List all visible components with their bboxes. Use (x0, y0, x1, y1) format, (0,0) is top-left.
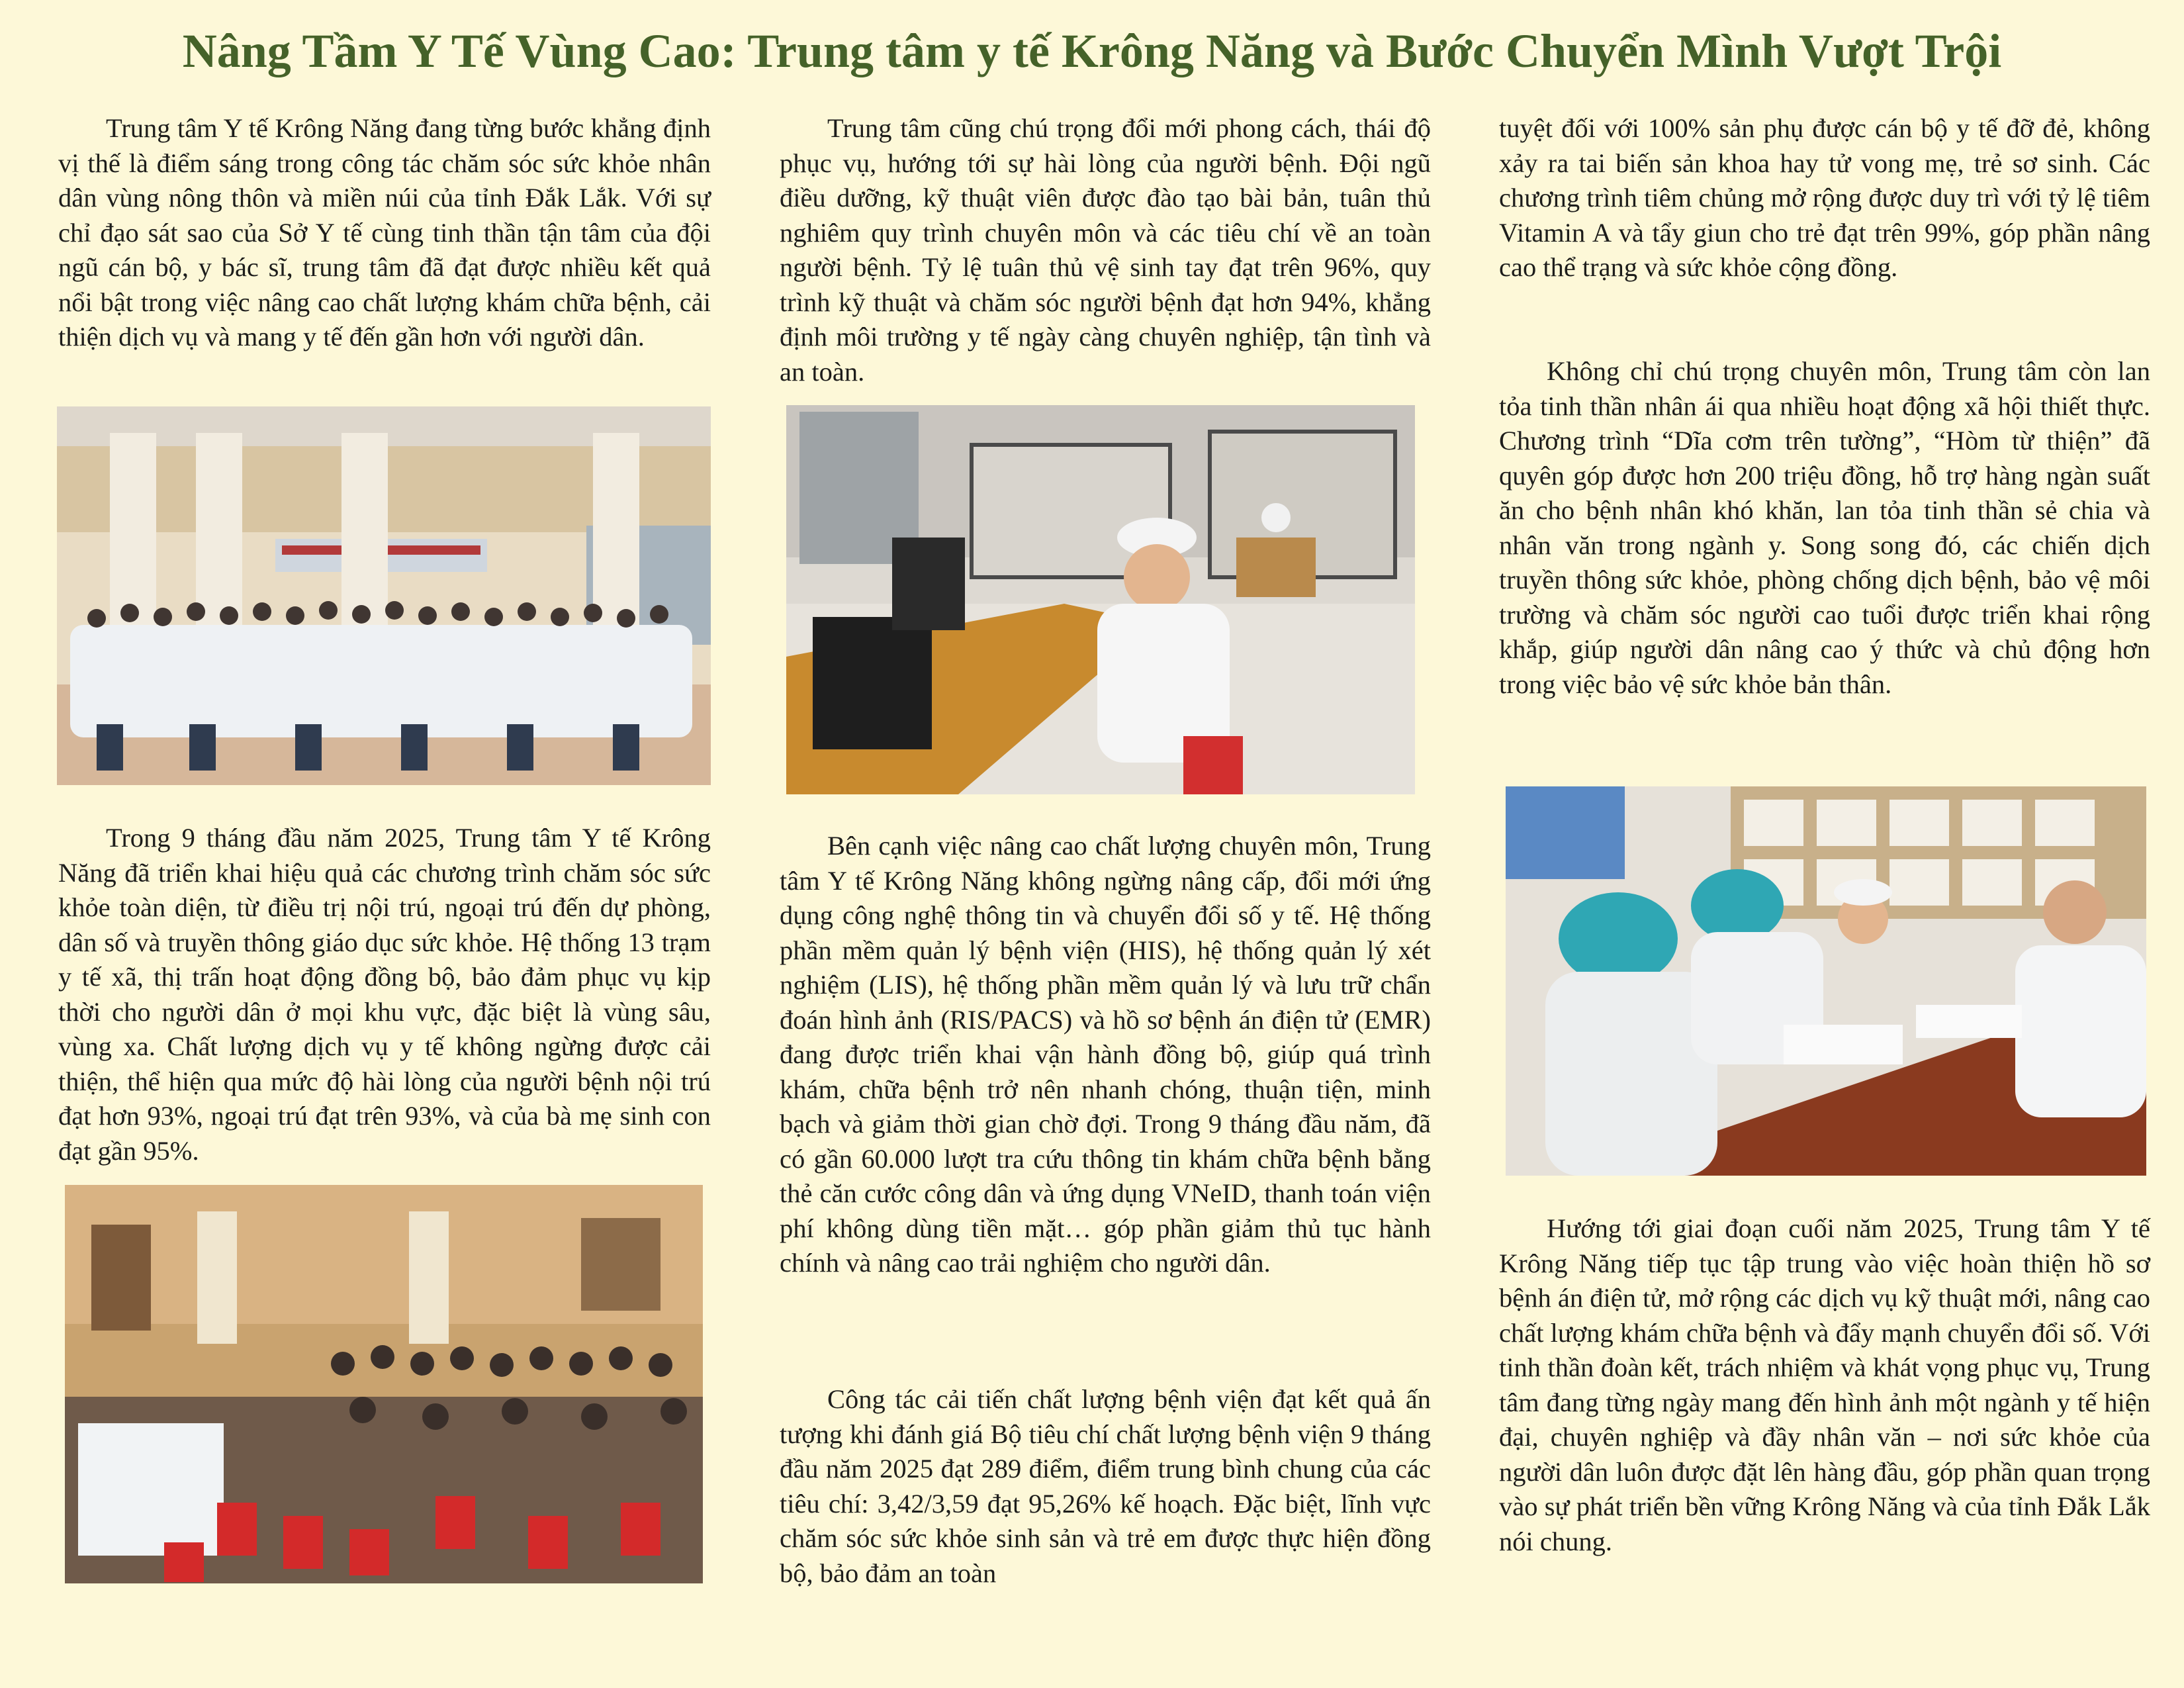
left-paragraph-1: Trung tâm Y tế Krông Năng đang từng bước khẳng định vị thế là điểm sáng trong công tác chăm sóc sức khỏe nhân dân vùng nông thôn và miền núi của tỉnh Đắk Lắk. Với sự chỉ đạo sát sao của Sở Y tế cùng tinh thần tận tâm của đội ngũ cán bộ, y bác sĩ, trung tâm đã đạt được nhiều kết quả nổi bật trong việc nâng cao chất lượng khám chữa bệnh, cải thiện dịch vụ và mang y tế đến gần hơn với người dân. (58, 113, 711, 352)
left-paragraph-2: Trong 9 tháng đầu năm 2025, Trung tâm Y tế Krông Năng đã triển khai hiệu quả các chương trình chăm sóc sức khỏe toàn diện, từ điều trị nội trú, ngoại trú đến dự phòng, dân số và truyền thông giáo dục sức khỏe. Hệ thống 13 trạm y tế xã, thị trấn hoạt động đồng bộ, bảo đảm phục vụ kịp thời cho người dân ở mọi khu vực, đặc biệt là vùng sâu, vùng xa. Chất lượng dịch vụ y tế không ngừng được cải thiện, thể hiện qua mức độ hài lòng của người bệnh nội trú đạt hơn 93%, ngoại trú đạt trên 93%, và của bà mẹ sinh con đạt gần 95%. (58, 823, 711, 1166)
middle-paragraph-2: Bên cạnh việc nâng cao chất lượng chuyên môn, Trung tâm Y tế Krông Năng không ngừng nâng cấp, đổi mới ứng dụng công nghệ thông tin và chuyển đổi số y tế. Hệ thống phần mềm quản lý bệnh viện (HIS), hệ thống quản lý xét nghiệm (LIS), hệ thống phần mềm quản lý và lưu trữ chẩn đoán hình ảnh (RIS/PACS) và hồ sơ bệnh án điện tử (EMR) đang được triển khai vận hành đồng bộ, giúp quá trình khám, chữa bệnh trở nên nhanh chóng, thuận tiện, minh bạch và giảm thời gian chờ đợi. Trong 9 tháng đầu năm, đã có gần 60.000 lượt tra cứu thông tin khám chữa bệnh bằng thẻ căn cước công dân và ứng dụng VNeID, thanh toán viện phí không dùng tiền mặt… góp phần giảm thủ tục hành chính và nâng cao trải nghiệm cho người dân. (780, 831, 1431, 1278)
nurse-at-computer-photo (786, 405, 1415, 794)
page-title: Nâng Tầm Y Tế Vùng Cao: Trung tâm y tế Krông Năng và Bước Chuyển Mình Vượt Trội (182, 24, 2002, 77)
right-paragraph-3: Hướng tới giai đoạn cuối năm 2025, Trung tâm Y tế Krông Năng tiếp tục tập trung vào việc hoàn thiện hồ sơ bệnh án điện tử, mở rộng các dịch vụ kỹ thuật mới, nâng cao chất lượng khám chữa bệnh và đẩy mạnh chuyển đổi số. Với tinh thần đoàn kết, trách nhiệm và khát vọng phục vụ, Trung tâm đang từng ngày mang đến hình ảnh một ngành y tế hiện đại, chuyên nghiệp và đầy nhân văn – nơi sức khỏe của người dân luôn được đặt lên hàng đầu, góp phần quan trọng vào sự phát triển bền vững Krông Năng và của tỉnh Đắk Lắk nói chung. (1499, 1213, 2150, 1556)
middle-paragraph-3: Công tác cải tiến chất lượng bệnh viện đạt kết quả ấn tượng khi đánh giá Bộ tiêu chí chất lượng bệnh viện 9 tháng đầu năm 2025 đạt 289 điểm, điểm trung bình chung của các tiêu chí: 3,42/3,59 đạt 95,26% kế hoạch. Đặc biệt, lĩnh vực chăm sóc sức khỏe sinh sản và trẻ em được thực hiện đồng bộ, bảo đảm an toàn (780, 1384, 1431, 1588)
community-event-photo (65, 1185, 703, 1583)
staff-group-photo (57, 406, 711, 785)
right-paragraph-1: tuyệt đối với 100% sản phụ được cán bộ y tế đỡ đẻ, không xảy ra tai biến sản khoa hay tử vong mẹ, trẻ sơ sinh. Các chương trình tiêm chủng mở rộng được duy trì với tỷ lệ tiêm Vitamin A và tẩy giun cho trẻ đạt trên 99%, góp phần nâng cao thể trạng và sức khỏe cộng đồng. (1499, 113, 2150, 282)
medical-staff-meeting-photo (1506, 786, 2146, 1176)
right-paragraph-2: Không chỉ chú trọng chuyên môn, Trung tâm còn lan tỏa tinh thần nhân ái qua nhiều hoạt động xã hội thiết thực. Chương trình “Dĩa cơm trên tường”, “Hòm từ thiện” đã quyên góp được hơn 200 triệu đồng, hỗ trợ hàng ngàn suất ăn cho bệnh nhân khó khăn, lan tỏa tinh thần sẻ chia và nhân văn trong ngành y. Song song đó, các chiến dịch truyền thông sức khỏe, phòng chống dịch bệnh, bảo vệ môi trường và chăm sóc người cao tuổi được triển khai rộng khắp, giúp người dân nâng cao ý thức và chủ động hơn trong việc bảo vệ sức khỏe bản thân. (1499, 356, 2150, 699)
middle-paragraph-1: Trung tâm cũng chú trọng đổi mới phong cách, thái độ phục vụ, hướng tới sự hài lòng của người bệnh. Đội ngũ điều dưỡng, kỹ thuật viên được đào tạo bài bản, tuân thủ nghiêm quy trình chuyên môn và các tiêu chí về an toàn người bệnh. Tỷ lệ tuân thủ vệ sinh tay đạt trên 96%, quy trình kỹ thuật và chăm sóc người bệnh đạt hơn 94%, khẳng định môi trường y tế ngày càng chuyên nghiệp, tận tình và an toàn. (780, 113, 1431, 387)
